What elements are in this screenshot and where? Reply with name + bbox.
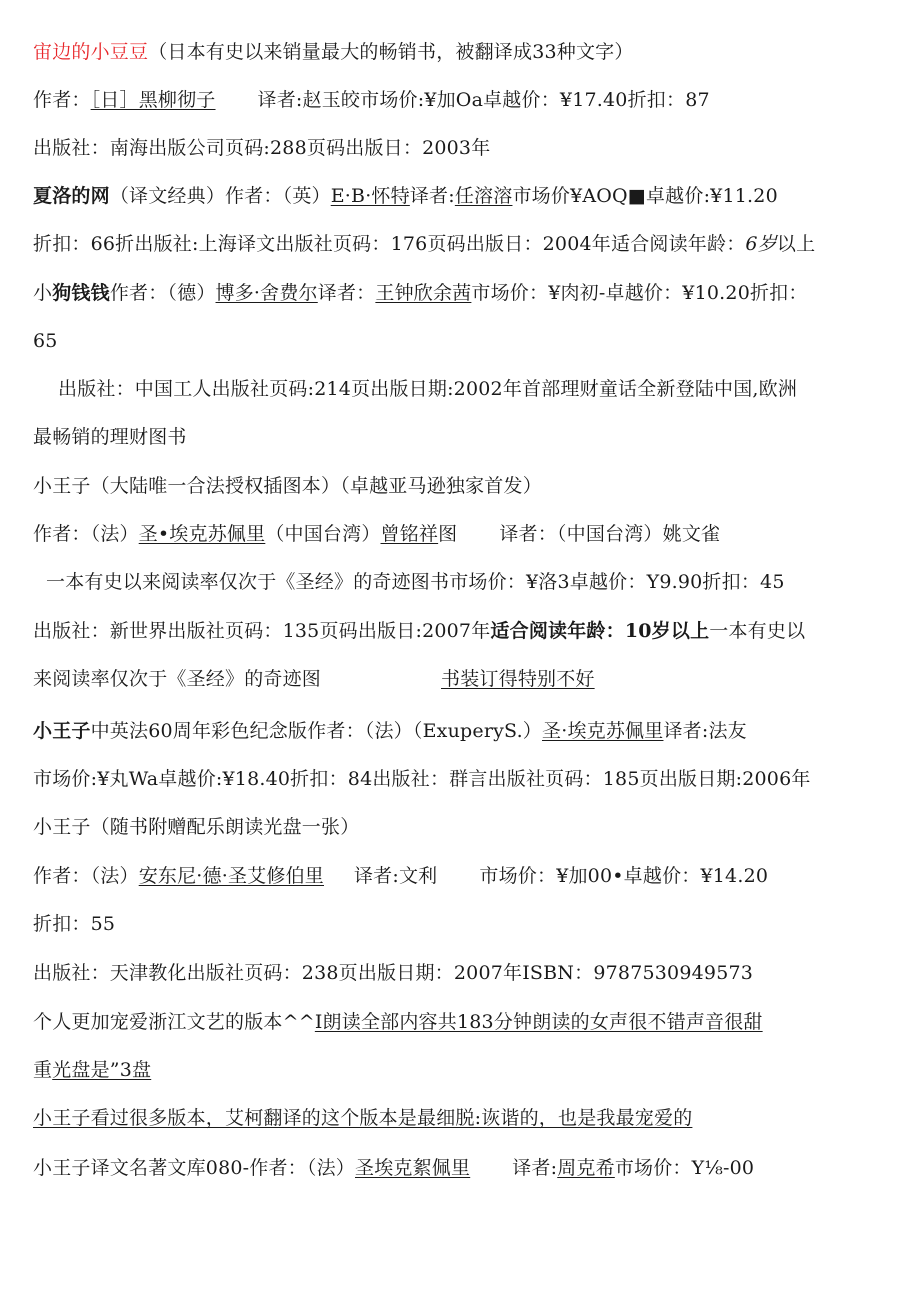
line-book3-discount: 65 xyxy=(33,330,58,352)
author-link[interactable]: 安东尼·德·圣艾修伯里 xyxy=(138,865,324,887)
line-book4-title: 小王子（大陆唯一合法授权插图本）（卓越亚马逊独家首发） xyxy=(33,475,542,497)
line-book5-title: 小王子中英法60周年彩色纪念版作者：（法）（ExuperyS.）圣·埃克苏佩里译者:法友 xyxy=(33,720,747,742)
book-title-bold: 夏洛的网 xyxy=(33,185,110,207)
line-book4-author: 作者：（法）圣•埃克苏佩里（中国台湾）曾铭祥图 译者：（中国台湾）姚文雀 xyxy=(33,523,721,545)
author-link[interactable]: 博多·舍费尔 xyxy=(215,282,318,304)
review-note-link[interactable]: 小王子看过很多版本，艾柯翻译的这个版本是最细脱:诙谐的，也是我最宠爱的 xyxy=(33,1107,693,1129)
line-book3-title: 小狗钱钱作者：（德）博多·舍费尔译者：王钟欣余茜市场价：¥肉初-卓越价：¥10.20折扣： xyxy=(33,282,808,304)
author-link[interactable]: 圣·埃克苏佩里 xyxy=(542,720,664,742)
author-link[interactable]: 圣•埃克苏佩里 xyxy=(138,523,266,545)
illustrator-link[interactable]: 曾铭祥 xyxy=(380,523,439,545)
line-book4-note: 来阅读率仅次于《圣经》的奇迹图 书装订得特别不好 xyxy=(33,668,595,690)
book-title-bold: 狗钱钱 xyxy=(52,282,110,304)
author-link[interactable]: E·B·怀特 xyxy=(330,185,410,207)
line-book3-note: 最畅销的理财图书 xyxy=(33,426,187,448)
review-note-link[interactable]: 光盘是”3盘 xyxy=(52,1059,152,1081)
line-review-1: 个人更加宠爱浙江文艺的版本^^I朗读全部内容共183分钟朗读的女声很不错声音很甜 xyxy=(33,1011,763,1033)
line-book4-price: 一本有史以来阅读率仅次于《圣经》的奇迹图书市场价：¥洛3卓越价：Y9.90折扣：45 xyxy=(46,571,785,593)
line-book1-author: 作者：［日］黑柳彻子 译者:赵玉皎市场价:¥加Oa卓越价：¥17.40折扣：87 xyxy=(33,89,710,111)
translator-link[interactable]: 王钟欣余茜 xyxy=(375,282,472,304)
line-book6-discount: 折扣：55 xyxy=(33,913,116,935)
line-book6-title: 小王子（随书附赠配乐朗读光盘一张） xyxy=(33,816,360,838)
line-book1-title: 宙边的小豆豆（日本有史以来销量最大的畅销书，被翻译成33种文字） xyxy=(33,41,634,63)
line-book6-author: 作者：（法）安东尼·德·圣艾修伯里 译者:文利 市场价：¥加00•卓越价：¥14.20 xyxy=(33,865,769,887)
line-book2-title: 夏洛的网（译文经典）作者：（英）E·B·怀特译者:任溶溶市场价¥AOQ■卓越价:¥11.20 xyxy=(33,185,778,207)
line-book1-publisher: 出版社：南海出版公司页码:288页码出版日：2003年 xyxy=(33,137,491,159)
line-review-2: 重光盘是”3盘 xyxy=(33,1059,152,1081)
book-title-bold: 小王子 xyxy=(33,720,91,742)
line-book5-price: 市场价:¥丸Wa卓越价:¥18.40折扣：84出版社：群言出版社页码：185页出版日期:2006年 xyxy=(33,768,811,790)
review-note-link[interactable]: 书装订得特别不好 xyxy=(441,668,595,690)
translator-link[interactable]: 任溶溶 xyxy=(454,185,513,207)
line-book4-publisher: 出版社：新世界出版社页码：135页码出版日:2007年适合阅读年龄：10岁以上一本有史以 xyxy=(33,620,806,642)
review-note-link[interactable]: I朗读全部内容共183分钟朗读的女声很不错声音很甜 xyxy=(314,1011,763,1033)
author-link[interactable]: ［日］黑柳彻子 xyxy=(90,89,216,111)
author-link[interactable]: 圣埃克絮佩里 xyxy=(355,1157,471,1179)
translator-link[interactable]: 周克希 xyxy=(557,1157,615,1179)
line-review-3 xyxy=(33,1106,692,1130)
book-title-red: 宙边的小豆豆 xyxy=(33,41,149,63)
line-book2-details: 折扣：66折出版社:上海译文出版社页码：176页码出版日：2004年适合阅读年龄：6岁以上 xyxy=(33,233,816,255)
line-book3-publisher: 出版社：中国工人出版社页码:214页出版日期:2002年首部理财童话全新登陆中国,欧洲 xyxy=(58,378,798,400)
line-book6-publisher: 出版社：天津教化出版社页码：238页出版日期：2007年ISBN：9787530949573 xyxy=(33,962,754,984)
line-book7-title: 小王子译文名著文库080-作者：（法）圣埃克絮佩里 译者:周克希市场价：Y⅛-00 xyxy=(33,1157,755,1179)
